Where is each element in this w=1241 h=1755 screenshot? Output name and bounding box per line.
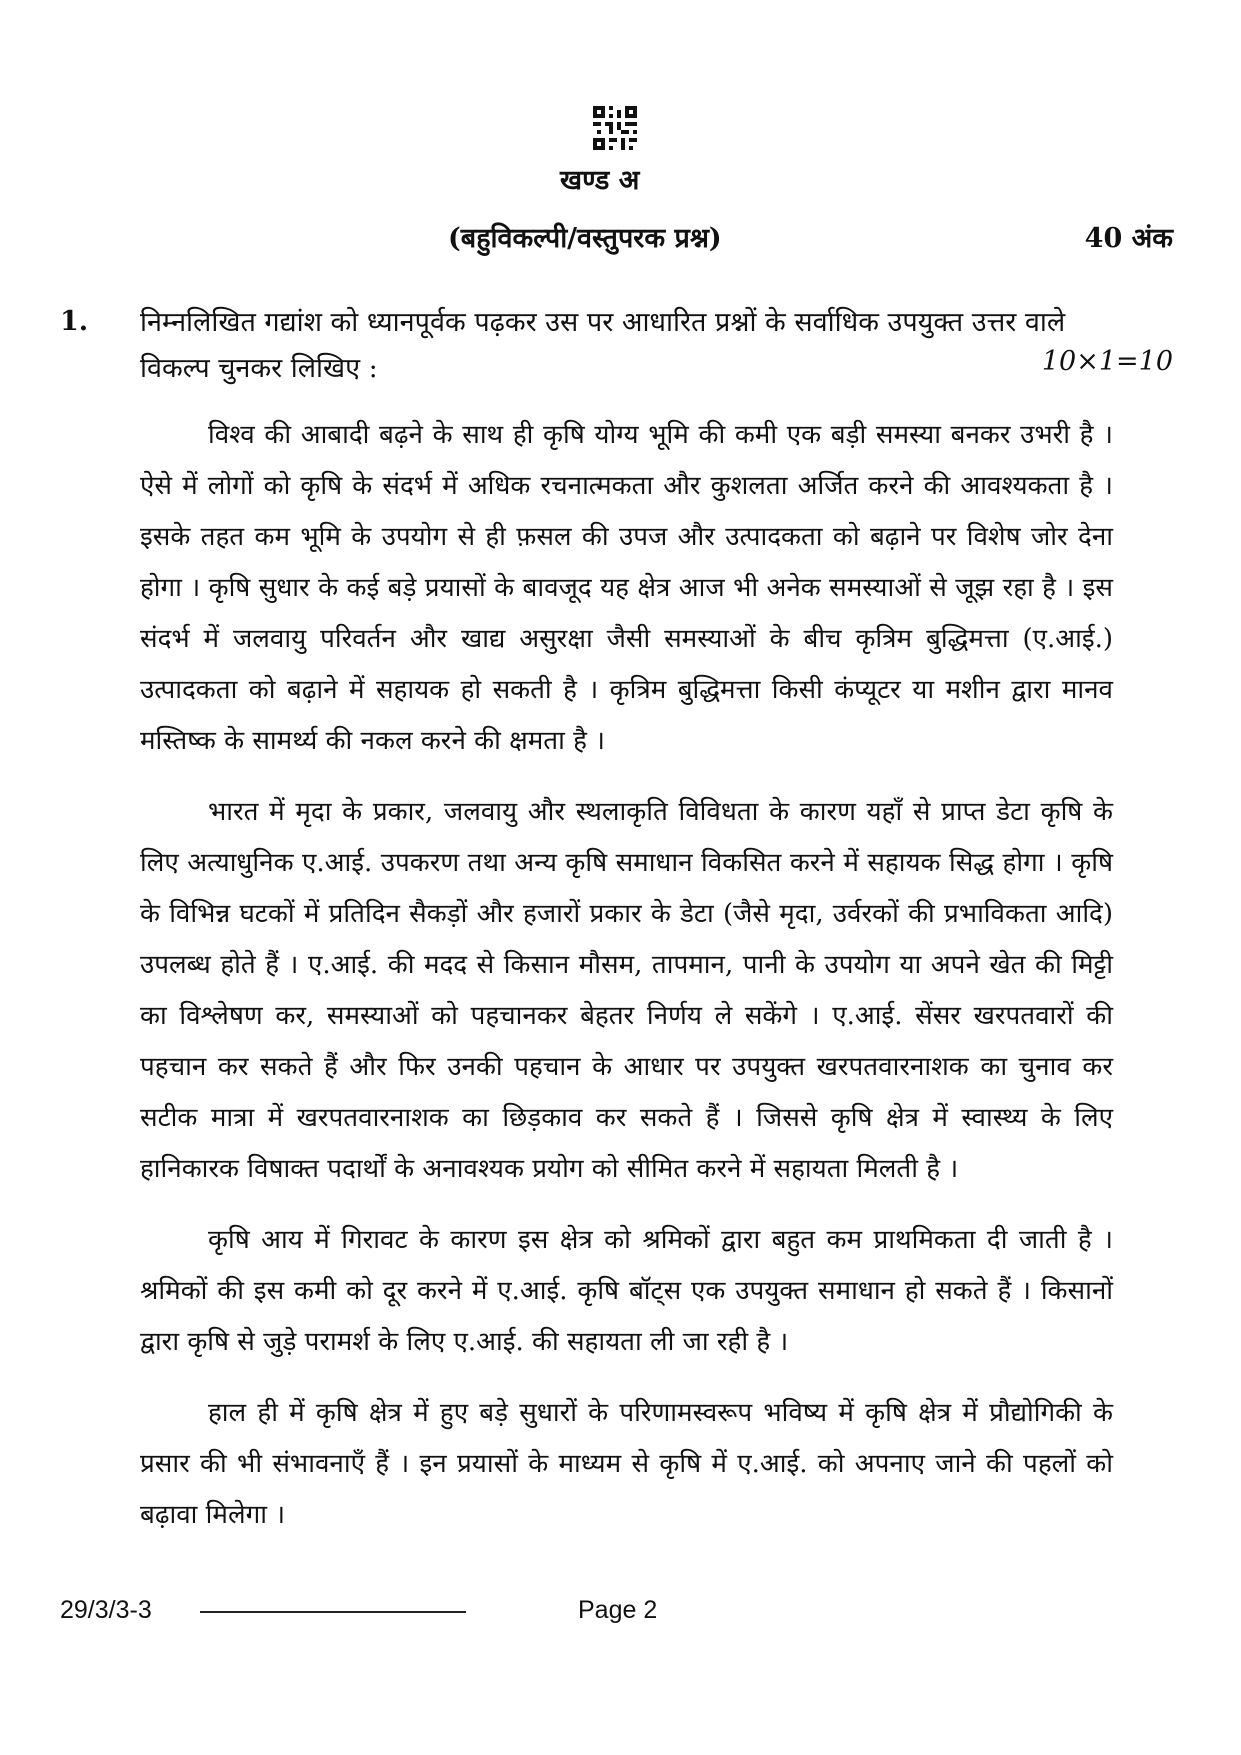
- section-subtitle: (बहुविकल्पी/वस्तुपरक प्रश्न): [448, 223, 722, 254]
- qr-code-icon: [593, 106, 637, 150]
- passage-paragraph-1: विश्व की आबादी बढ़ने के साथ ही कृषि योग्य भूमि की कमी एक बड़ी समस्या बनकर उभरी है । ऐसे में लोगों को कृषि के संदर्भ में अधिक रचनात्मकता और कुशलता अर्जित करने की आवश्यकता है । इसके तहत कम भूमि के उपयोग से ही फ़सल की उपज और उत्पादकता को बढ़ाने पर विशेष जोर देना होगा । कृषि सुधार के कई बड़े प्रयासों के बावजूद यह क्षेत्र आज भी अनेक समस्याओं से जूझ रहा है । इस संदर्भ में जलवायु परिवर्तन और खाद्य असुरक्षा जैसी समस्याओं के बीच कृत्रिम बुद्धिमत्ता (ए.आई.) उत्पादकता को बढ़ाने में सहायक हो सकती है । कृत्रिम बुद्धिमत्ता किसी कंप्यूटर या मशीन द्वारा मानव मस्तिष्क के सामर्थ्य की नकल करने की क्षमता है ।: [140, 420, 1113, 756]
- question-instruction: निम्नलिखित गद्यांश को ध्यानपूर्वक पढ़कर उस पर आधारित प्रश्नों के सर्वाधिक उपयुक्त उत्तर वाले विकल्प चुनकर लिखिए :: [140, 307, 1066, 384]
- passage-paragraph-3: कृषि आय में गिरावट के कारण इस क्षेत्र को श्रमिकों द्वारा बहुत कम प्राथमिकता दी जाती है । श्रमिकों की इस कमी को दूर करने में ए.आई. कृषि बॉट्स एक उपयुक्त समाधान हो सकते हैं । किसानों द्वारा कृषि से जुड़े परामर्श के लिए ए.आई. की सहायता ली जा रही है ।: [140, 1225, 1113, 1357]
- paper-code: 29/3/3-3: [60, 1596, 152, 1624]
- passage: [140, 410, 1113, 1561]
- question-number: 1.: [60, 306, 89, 337]
- section-title: खण्ड अ: [560, 165, 640, 196]
- question-marks-formula: 10×1=10: [1041, 346, 1173, 377]
- passage-paragraph-2: भारत में मृदा के प्रकार, जलवायु और स्थलाकृति विविधता के कारण यहाँ से प्राप्त डेटा कृषि के लिए अत्याधुनिक ए.आई. उपकरण तथा अन्य कृषि समाधान विकसित करने में सहायक सिद्ध होगा । कृषि के विभिन्न घटकों में प्रतिदिन सैकड़ों और हजारों प्रकार के डेटा (जैसे मृदा, उर्वरकों की प्रभाविकता आदि) उपलब्ध होते हैं । ए.आई. की मदद से किसान मौसम, तापमान, पानी के उपयोग या अपने खेत की मिट्टी का विश्लेषण कर, समस्याओं को पहचानकर बेहतर निर्णय ले सकेंगे । ए.आई. सेंसर खरपतवारों की पहचान कर सकते हैं और फिर उनकी पहचान के आधार पर उपयुक्त खरपतवारनाशक का चुनाव कर सटीक मात्रा में खरपतवारनाशक का छिड़काव कर सकते हैं । जिससे कृषि क्षेत्र में स्वास्थ्य के लिए हानिकारक विषाक्त पदार्थों के अनावश्यक प्रयोग को सीमित करने में सहायता मिलती है ।: [140, 797, 1113, 1184]
- footer-divider: [200, 1611, 466, 1613]
- section-marks: 40 अंक: [1084, 223, 1173, 254]
- passage-paragraph-4: हाल ही में कृषि क्षेत्र में हुए बड़े सुधारों के परिणामस्वरूप भविष्य में कृषि क्षेत्र में प्रौद्योगिकी के प्रसार की भी संभावनाएँ हैं । इन प्रयासों के माध्यम से कृषि में ए.आई. को अपनाए जाने की पहलों को बढ़ावा मिलेगा ।: [140, 1398, 1113, 1530]
- page-number: Page 2: [578, 1596, 658, 1624]
